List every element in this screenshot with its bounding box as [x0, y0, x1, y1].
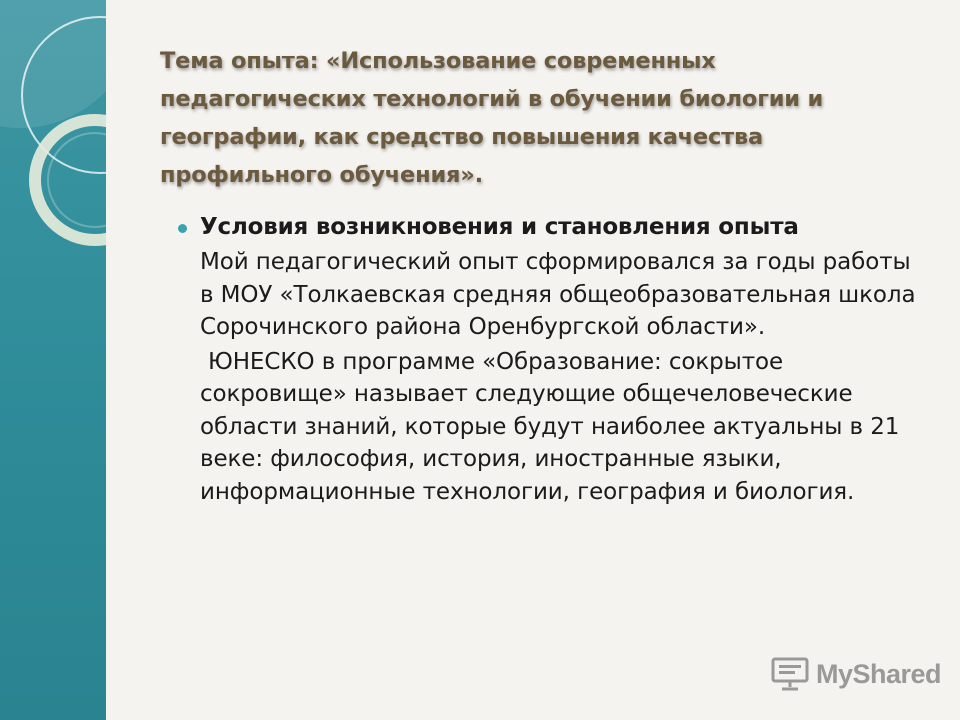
title-text: : «Использование современных педагогических технологий в обучении биологии и географии, как средство повышения качества профильного обучения».: [160, 48, 824, 188]
paragraph-experience: Мой педагогический опыт сформировался за годы работы в МОУ «Толкаевская средняя общеобразовательная школа Сорочинского района Оренбургской области».: [200, 249, 916, 340]
bullet-dot-icon: [178, 224, 187, 233]
decorative-sidebar: [0, 0, 106, 720]
slide-title: [160, 42, 900, 194]
decorative-circles-graphic: [0, 0, 106, 720]
watermark: [770, 654, 941, 694]
paragraph-unesco: ЮНЕСКО в программе «Образование: сокрытое сокровище» называет следующие общечеловеческие области знаний, которые будут наиболее актуальны в 21 веке: философия, история, иностранные языки, информационные технологии, география и биология.: [200, 348, 900, 505]
slide-body: [178, 210, 918, 508]
title-label: Тема опыта: [160, 48, 310, 74]
presentation-board-icon: [770, 656, 810, 692]
watermark-text: MyShared: [816, 658, 942, 689]
bullet-item: [178, 210, 918, 508]
bullet-heading: Условия возникновения и становления опыта: [200, 214, 799, 240]
